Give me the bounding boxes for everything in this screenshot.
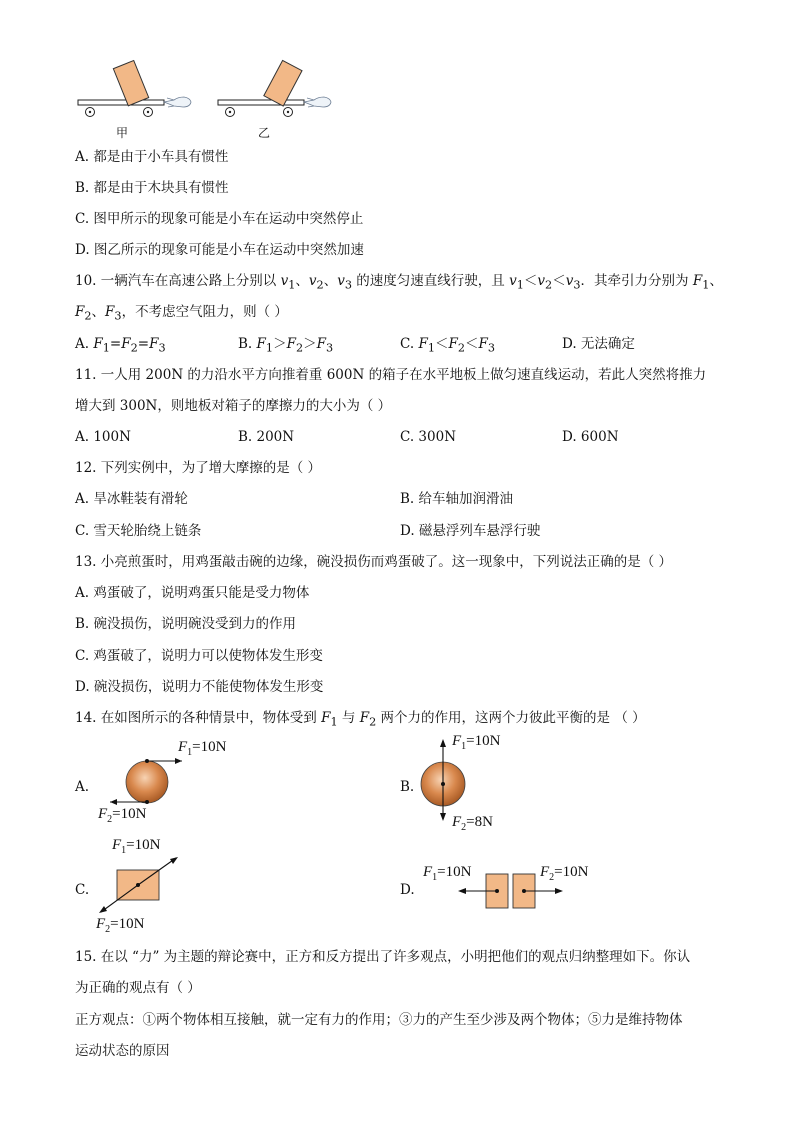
q11-option-d: D. 600N [562,429,619,445]
block-a [113,60,148,105]
q14-d-f2-label: $F_2=10N$ [540,864,589,883]
q14-stem: 14. 在如图所示的各种情景中，物体受到 $F_1$ 与 $F_2$ 两个力的作用，这两个力彼此平衡的是 （ ） [75,710,646,729]
q12-option-b: B. 给车轴加润滑油 [400,491,514,507]
block-b [264,60,302,106]
q14-option-b-letter: B. [400,779,415,795]
q10-stem-line1: 10. 一辆汽车在高速公路上分别以 $v_1$、$v_2$、$v_3$ 的速度匀速直线行驶，且 $v_1<v_2<v_3$．其牵引力分别为 $F_1$、 [75,273,723,292]
q14-figure-c [95,852,185,922]
cart-a [78,60,191,116]
q15-stem-line2: 为正确的观点有（ ） [75,980,201,996]
q11-option-c: C. 300N [400,429,457,445]
q10-option-a: A. $F_1=F_2=F_3$ [75,336,166,355]
q13-option-c: C. 鸡蛋破了，说明力可以使物体发生形变 [75,648,323,664]
q11-stem-line1: 11. 一人用 200N 的力沿水平方向推着重 600N 的箱子在水平地板上做匀速直线运动，若此人突然将推力 [75,367,707,383]
q10-stem-line2: $F_2$、$F_3$，不考虑空气阻力，则（ ） [75,304,288,323]
q11-stem-line2: 增大到 300N，则地板对箱子的摩擦力的大小为（ ） [75,398,392,414]
q9-option-d: D. 图乙所示的现象可能是小车在运动中突然加速 [75,242,364,258]
q14-c-f2-label: $F_2=10N$ [96,916,145,935]
q14-option-a-letter: A. [75,779,90,795]
q15-stem-line1: 15. 在以 “力” 为主题的辩论赛中，正方和反方提出了许多观点，小明把他们的观点归纳整理如下。你认 [75,949,691,965]
q14-option-d-letter: D. [400,882,415,898]
q14-b-f2-label: $F_2=8N$ [452,814,493,833]
cart-b [218,60,331,116]
q9-option-a: A. 都是由于小车具有惯性 [75,149,229,165]
q10-option-d: D. 无法确定 [562,336,635,352]
q12-option-d: D. 磁悬浮列车悬浮行驶 [400,523,541,539]
q11-option-b: B. 200N [238,429,295,445]
q14-d-f1-label: $F_1=10N$ [423,864,472,883]
q12-option-a: A. 旱冰鞋装有滑轮 [75,491,188,507]
q10-option-b: B. $F_1>F_2>F_3$ [238,336,334,355]
q15-stem-line4: 运动状态的原因 [75,1043,170,1059]
q12-option-c: C. 雪天轮胎绕上链条 [75,523,202,539]
hand-b-icon [304,97,331,107]
q11-option-a: A. 100N [75,429,131,445]
hand-a-icon [164,97,191,107]
figure-label-b: 乙 [258,126,271,140]
q12-stem: 12. 下列实例中，为了增大摩擦的是（ ） [75,460,322,476]
q14-option-c-letter: C. [75,882,90,898]
q14-a-f1-label: $F_1=10N$ [178,739,227,758]
q14-a-f2-label: $F_2=10N$ [98,806,147,825]
q13-stem: 13. 小亮煎蛋时，用鸡蛋敲击碗的边缘，碗没损伤而鸡蛋破了。这一现象中，下列说法正确的是（ ） [75,554,673,570]
q14-c-f1-label: $F_1=10N$ [112,837,161,856]
cart-figure [70,55,340,140]
q10-option-c: C. $F_1<F_2<F_3$ [400,336,496,355]
figure-label-a: 甲 [116,126,129,140]
q15-stem-line3: 正方观点：①两个物体相互接触，就一定有力的作用；③力的产生至少涉及两个物体；⑤力是维持物体 [75,1012,683,1028]
q13-option-d: D. 碗没损伤，说明力不能使物体发生形变 [75,679,324,695]
q14-b-f1-label: $F_1=10N$ [452,733,501,752]
q13-option-b: B. 碗没损伤，说明碗没受到力的作用 [75,616,297,632]
q9-option-c: C. 图甲所示的现象可能是小车在运动中突然停止 [75,211,364,227]
q13-option-a: A. 鸡蛋破了，说明鸡蛋只能是受力物体 [75,585,310,601]
q9-option-b: B. 都是由于木块具有惯性 [75,180,229,196]
